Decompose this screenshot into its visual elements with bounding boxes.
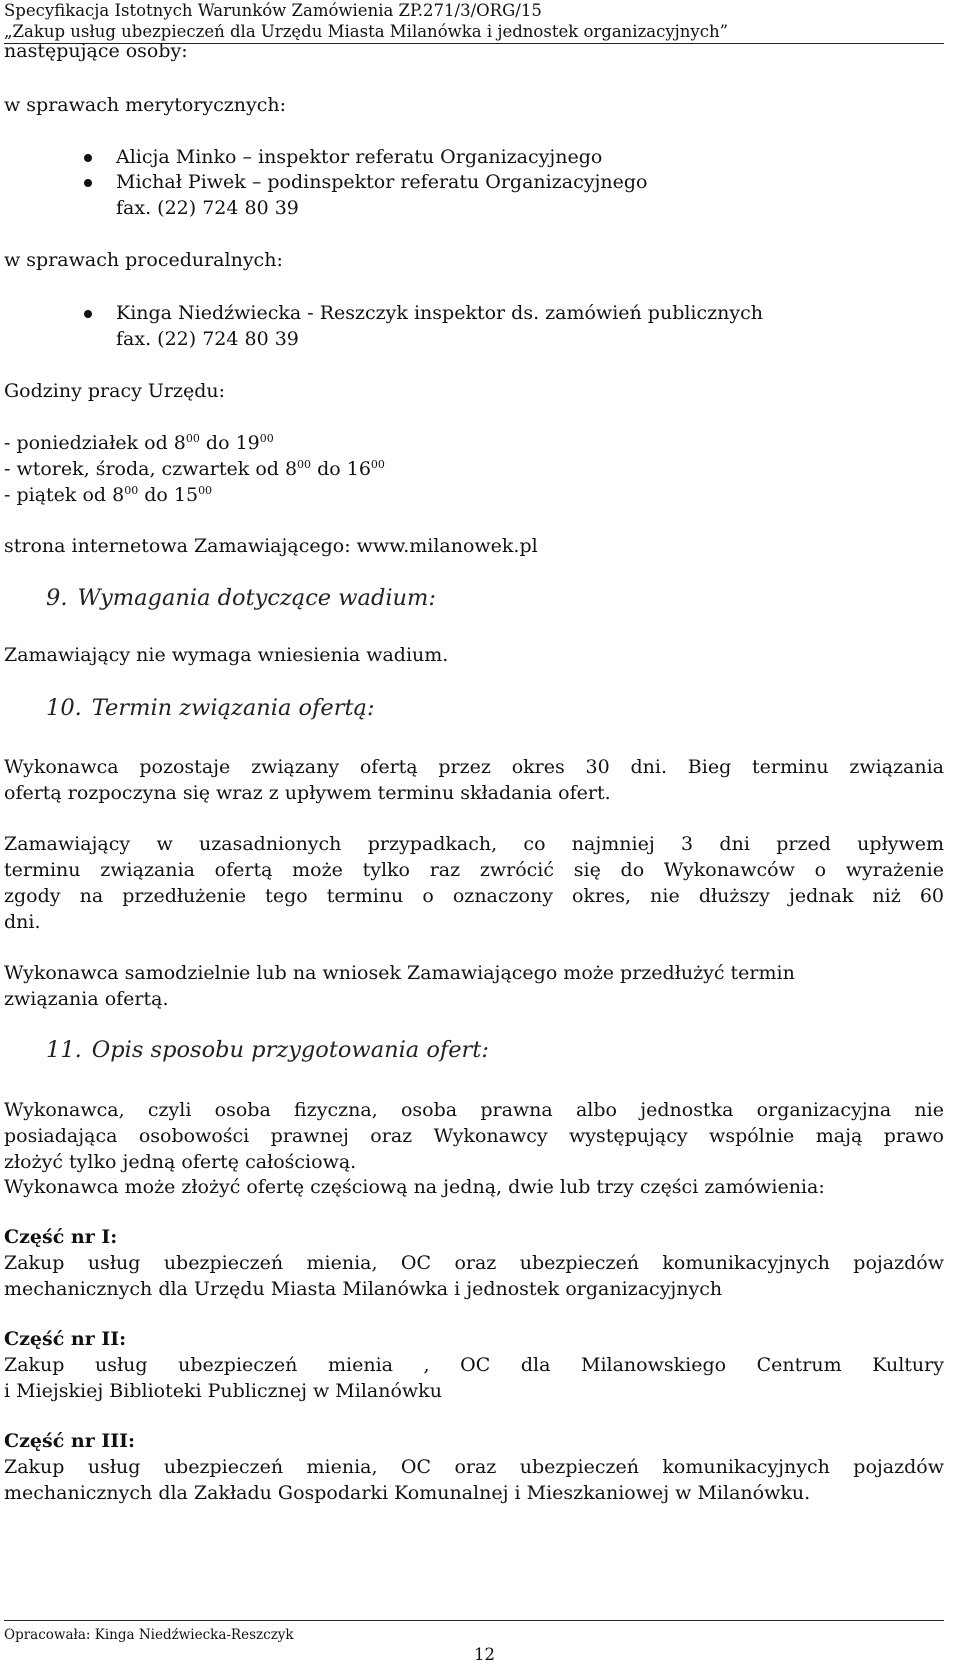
intro-text: następujące osoby: <box>4 40 188 62</box>
part-description: Zakup usług ubezpieczeń mienia, OC oraz ubezpieczeń komunikacyjnych pojazdów <box>4 1252 944 1274</box>
part-label: Część nr I: <box>4 1226 118 1248</box>
paragraph-line: zgody na przedłużenie tego terminu o oznaczony okres, nie dłuższy jednak niż 60 <box>4 885 944 907</box>
bullet-icon <box>84 154 92 162</box>
header-subject: „Zakup usług ubezpieczeń dla Urzędu Miasta Milanówka i jednostek organizacyjnych” <box>4 22 729 41</box>
paragraph-line: Zamawiający w uzasadnionych przypadkach, co najmniej 3 dni przed upływem <box>4 833 944 855</box>
section-text: Zamawiający nie wymaga wniesienia wadium. <box>4 644 449 666</box>
fax-number: fax. (22) 724 80 39 <box>116 328 299 350</box>
paragraph-line: ofertą rozpoczyna się wraz z upływem terminu składania ofert. <box>4 782 611 804</box>
paragraph-line: Wykonawca może złożyć ofertę częściową na jedną, dwie lub trzy części zamówienia: <box>4 1176 825 1198</box>
contact-item: Michał Piwek – podinspektor referatu Organizacyjnego <box>116 171 648 193</box>
paragraph-line: terminu związania ofertą może tylko raz zwrócić się do Wykonawców o wyrażenie <box>4 859 944 881</box>
paragraph-line: Wykonawca, czyli osoba fizyczna, osoba prawna albo jednostka organizacyjna nie <box>4 1099 944 1121</box>
paragraph-line: złożyć tylko jedną ofertę całościową. <box>4 1151 357 1173</box>
part-label: Część nr II: <box>4 1328 127 1350</box>
proceduralne-label: w sprawach proceduralnych: <box>4 249 283 271</box>
bullet-icon <box>84 179 92 187</box>
hours-row: - wtorek, środa, czwartek od $8^{00}$ do $16^{00}$ <box>4 458 385 480</box>
part-description: mechanicznych dla Urzędu Miasta Milanówka i jednostek organizacyjnych <box>4 1278 723 1300</box>
contact-item: Alicja Minko – inspektor referatu Organizacyjnego <box>116 146 603 168</box>
part-description: i Miejskiej Biblioteki Publicznej w Milanówku <box>4 1380 442 1402</box>
merytoryczne-label: w sprawach merytorycznych: <box>4 94 287 116</box>
hours-row: - poniedziałek od $8^{00}$ do $19^{00}$ <box>4 432 274 454</box>
footer-author: Opracowała: Kinga Niedźwiecka-Reszczyk <box>4 1627 294 1643</box>
section-heading: 11. Opis sposobu przygotowania ofert: <box>46 1037 489 1063</box>
paragraph-line: dni. <box>4 911 41 933</box>
part-description: mechanicznych dla Zakładu Gospodarki Komunalnej i Mieszkaniowej w Milanówku. <box>4 1482 811 1504</box>
paragraph-line: Wykonawca pozostaje związany ofertą przez okres 30 dni. Bieg terminu związania <box>4 756 944 778</box>
paragraph-line: związania ofertą. <box>4 988 169 1010</box>
page-number: 12 <box>474 1645 495 1664</box>
hours-row: - piątek od $8^{00}$ do $15^{00}$ <box>4 484 213 506</box>
page-footer <box>4 1620 944 1664</box>
bullet-icon <box>84 310 92 318</box>
hours-title: Godziny pracy Urzędu: <box>4 380 226 402</box>
paragraph-line: posiadająca osobowości prawnej oraz Wykonawcy występujący wspólnie mają prawo <box>4 1125 944 1147</box>
fax-number: fax. (22) 724 80 39 <box>116 197 299 219</box>
part-description: Zakup usług ubezpieczeń mienia, OC oraz ubezpieczeń komunikacyjnych pojazdów <box>4 1456 944 1478</box>
header-title: Specyfikacja Istotnych Warunków Zamówienia ZP.271/3/ORG/15 <box>4 1 542 20</box>
section-heading: 10. Termin związania ofertą: <box>46 695 375 721</box>
part-description: Zakup usług ubezpieczeń mienia , OC dla Milanowskiego Centrum Kultury <box>4 1354 944 1376</box>
part-label: Część nr III: <box>4 1430 135 1452</box>
paragraph-line: Wykonawca samodzielnie lub na wniosek Zamawiającego może przedłużyć termin <box>4 962 795 984</box>
contact-item: Kinga Niedźwiecka - Reszczyk inspektor ds. zamówień publicznych <box>116 302 764 324</box>
section-heading: 9. Wymagania dotyczące wadium: <box>46 585 436 611</box>
website-text: strona internetowa Zamawiającego: www.milanowek.pl <box>4 535 538 557</box>
